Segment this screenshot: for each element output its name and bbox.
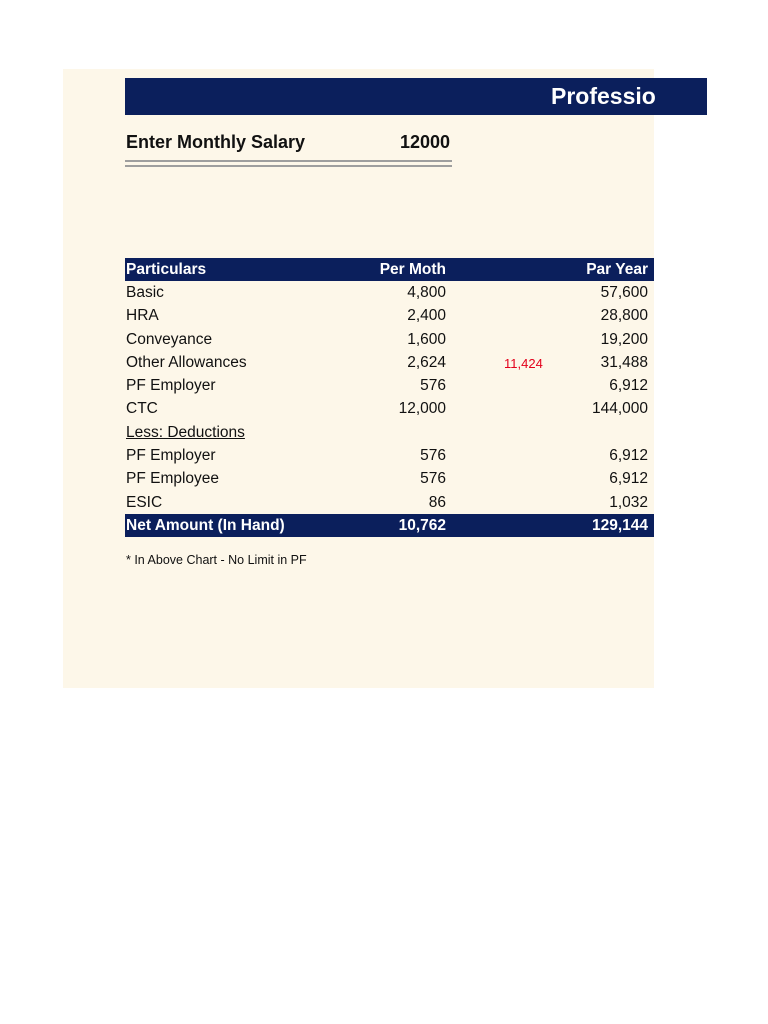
- row-year-value: 28,800: [600, 307, 648, 325]
- row-year-value: 57,600: [600, 284, 648, 301]
- row-month-value: 2,400: [407, 307, 446, 325]
- table-row: [125, 351, 654, 374]
- monthly-salary-input[interactable]: 12000: [399, 132, 450, 152]
- row-label: Other Allowances: [126, 353, 247, 371]
- row-label: PF Employer: [126, 447, 216, 465]
- table-row: [125, 328, 654, 351]
- row-year-value: 6,912: [609, 447, 648, 465]
- row-year-value: 6,912: [609, 470, 648, 488]
- net-amount-row: [125, 514, 654, 537]
- row-year-value: 31,488: [600, 353, 648, 371]
- table-row: [125, 397, 654, 420]
- table-row: [125, 304, 654, 327]
- row-label: HRA: [126, 307, 159, 325]
- net-amount-label: Net Amount (In Hand): [126, 516, 285, 534]
- table-row: [125, 467, 654, 490]
- table-header-row: [125, 258, 654, 281]
- row-year-value: 6,912: [609, 377, 648, 395]
- title-bar: [125, 78, 707, 115]
- row-label: CTC: [126, 400, 158, 418]
- header-per-month: Per Moth: [379, 261, 446, 278]
- row-extra-value: 11,424: [504, 355, 543, 371]
- row-month-value: 576: [420, 470, 446, 488]
- row-month-value: 4,800: [407, 284, 446, 301]
- row-label: Conveyance: [126, 330, 213, 348]
- net-amount-month: 10,762: [398, 516, 446, 534]
- table-row: [125, 444, 654, 467]
- row-year-value: 144,000: [591, 400, 648, 418]
- page-title: Professio: [551, 83, 656, 109]
- salary-double-underline-top: [125, 160, 452, 162]
- table-row: [125, 421, 654, 444]
- row-month-value: 2,624: [407, 353, 446, 371]
- table-row: [125, 374, 654, 397]
- row-month-value: 86: [428, 493, 446, 511]
- row-month-value: 12,000: [398, 400, 446, 418]
- net-amount-year: 129,144: [591, 516, 648, 534]
- footnote: * In Above Chart - No Limit in PF: [126, 553, 307, 567]
- row-label: PF Employer: [126, 377, 216, 395]
- row-label: PF Employee: [126, 470, 220, 488]
- row-year-value: 1,032: [609, 493, 648, 511]
- row-label: Basic: [126, 284, 164, 301]
- salary-breakdown-table: [125, 258, 654, 537]
- row-month-value: 576: [420, 377, 446, 395]
- salary-double-underline-bottom: [125, 165, 452, 167]
- row-month-value: 576: [420, 447, 446, 465]
- header-per-year: Par Year: [586, 261, 648, 278]
- monthly-salary-label: Enter Monthly Salary: [126, 132, 306, 152]
- deductions-section-label: Less: Deductions: [126, 423, 245, 441]
- row-label: ESIC: [126, 493, 163, 511]
- row-year-value: 19,200: [600, 330, 648, 348]
- table-row: [125, 491, 654, 514]
- table-row: [125, 281, 654, 304]
- header-particulars: Particulars: [126, 261, 207, 278]
- row-month-value: 1,600: [407, 330, 446, 348]
